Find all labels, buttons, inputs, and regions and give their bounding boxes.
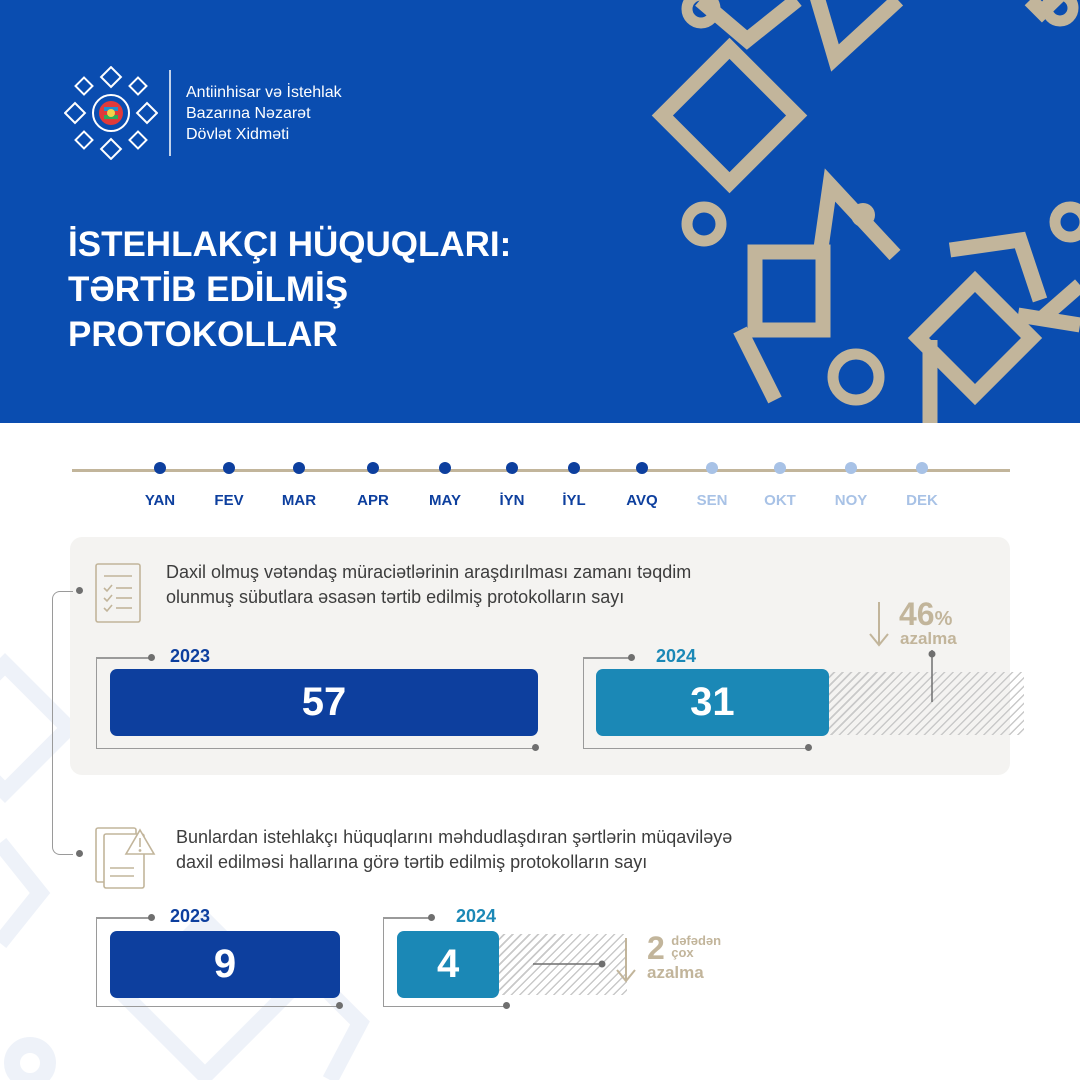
year-label-2024: 2024 — [456, 906, 497, 926]
timeline-month — [130, 462, 190, 509]
change-note: dəfədən — [671, 933, 722, 948]
logo-divider — [169, 70, 171, 156]
frame-dot — [628, 654, 635, 661]
bar-value: 57 — [301, 680, 347, 724]
change-badge — [647, 930, 721, 983]
timeline-month-label: MAR — [281, 492, 317, 509]
timeline-month-label: DEK — [906, 492, 938, 509]
timeline-month — [750, 462, 810, 509]
timeline-month — [821, 462, 881, 509]
timeline-month — [682, 462, 742, 509]
warning-documents-icon — [94, 826, 158, 890]
bar-frame-top — [383, 917, 431, 919]
checklist-document-icon — [94, 562, 146, 626]
timeline-dot — [706, 462, 718, 474]
timeline-month — [415, 462, 475, 509]
timeline-month-label: APR — [357, 492, 389, 509]
header-banner — [0, 0, 1080, 423]
arrow-down-icon — [867, 600, 891, 648]
timeline-month — [892, 462, 952, 509]
timeline-month-label: İYL — [562, 492, 586, 509]
decrease-hatch — [825, 672, 1024, 735]
bar-value: 9 — [213, 942, 237, 986]
page-title-line: İSTEHLAKÇI HÜQUQLARI: — [68, 225, 512, 264]
timeline-month-label: FEV — [214, 492, 244, 509]
frame-dot — [805, 744, 812, 751]
change-pointer-line — [533, 960, 607, 968]
timeline-dot — [154, 462, 166, 474]
change-value: 2 — [647, 930, 665, 966]
page-title-line: PROTOKOLLAR — [68, 315, 338, 354]
description-line: Bunlardan istehlakçı hüquqlarını məhdudlaşdıran şərtlərin müqaviləyə — [176, 827, 733, 847]
bar-frame-top — [583, 657, 631, 659]
timeline-dot — [439, 462, 451, 474]
description-line: daxil edilməsi hallarına görə tərtib edilmiş protokolların sayı — [176, 852, 648, 872]
change-note: çox — [671, 945, 694, 960]
stat-description — [166, 560, 691, 610]
year-label-2023: 2023 — [170, 646, 211, 666]
frame-dot — [428, 914, 435, 921]
timeline-month-label: YAN — [144, 492, 176, 509]
frame-dot — [148, 654, 155, 661]
change-value: 46 — [899, 596, 935, 632]
timeline-month — [199, 462, 259, 509]
timeline-month — [612, 462, 672, 509]
change-badge — [899, 596, 957, 649]
organization-name-line: Antiinhisar və İstehlak — [186, 84, 342, 101]
timeline-month-label: SEN — [696, 492, 728, 509]
frame-dot — [503, 1002, 510, 1009]
change-pointer-line — [928, 650, 936, 706]
timeline-dot — [367, 462, 379, 474]
bar-2024 — [596, 669, 829, 736]
frame-dot — [532, 744, 539, 751]
timeline-month — [269, 462, 329, 509]
emblem-logo — [64, 66, 158, 160]
arrow-down-icon — [614, 936, 638, 984]
timeline-month — [343, 462, 403, 509]
ornament-pattern — [0, 0, 1080, 423]
description-line: olunmuş sübutlara əsasən tərtib edilmiş protokolların sayı — [166, 587, 625, 607]
timeline-month-label: MAY — [429, 492, 461, 509]
change-label: azalma — [647, 963, 704, 982]
timeline-month-label: İYN — [499, 492, 525, 509]
year-label-2023: 2023 — [170, 906, 211, 926]
timeline-dot — [506, 462, 518, 474]
timeline-month-label: AVQ — [626, 492, 658, 509]
timeline-month-label: NOY — [834, 492, 868, 509]
timeline-dot — [636, 462, 648, 474]
panel-connector — [52, 591, 73, 855]
bar-frame-top — [96, 657, 151, 659]
description-line: Daxil olmuş vətəndaş müraciətlərinin araşdırılması zamanı təqdim — [166, 562, 692, 582]
bar-value: 4 — [436, 942, 460, 986]
organization-name-line: Bazarına Nəzarət — [186, 105, 311, 122]
frame-dot — [148, 914, 155, 921]
connector-dot — [76, 850, 83, 857]
timeline-dot — [845, 462, 857, 474]
year-label-2024: 2024 — [656, 646, 697, 666]
timeline-dot — [916, 462, 928, 474]
frame-dot — [336, 1002, 343, 1009]
timeline-dot — [568, 462, 580, 474]
timeline-month — [482, 462, 542, 509]
change-unit: % — [934, 608, 953, 630]
timeline-dot — [223, 462, 235, 474]
timeline-month-label: OKT — [764, 492, 796, 509]
page-title — [68, 222, 511, 357]
bar-2024 — [397, 931, 499, 998]
timeline-dot — [293, 462, 305, 474]
change-label: azalma — [900, 629, 957, 648]
stat-description — [176, 825, 732, 875]
timeline-dot — [774, 462, 786, 474]
timeline-month — [544, 462, 604, 509]
organization-name-line: Dövlət Xidməti — [186, 126, 290, 143]
bar-value: 31 — [690, 680, 735, 724]
connector-dot — [76, 587, 83, 594]
organization-name — [186, 82, 342, 145]
page-title-line: TƏRTİB EDİLMİŞ — [68, 270, 349, 309]
bar-frame-top — [96, 917, 151, 919]
bar-2023 — [110, 931, 340, 998]
bar-2023 — [110, 669, 538, 736]
